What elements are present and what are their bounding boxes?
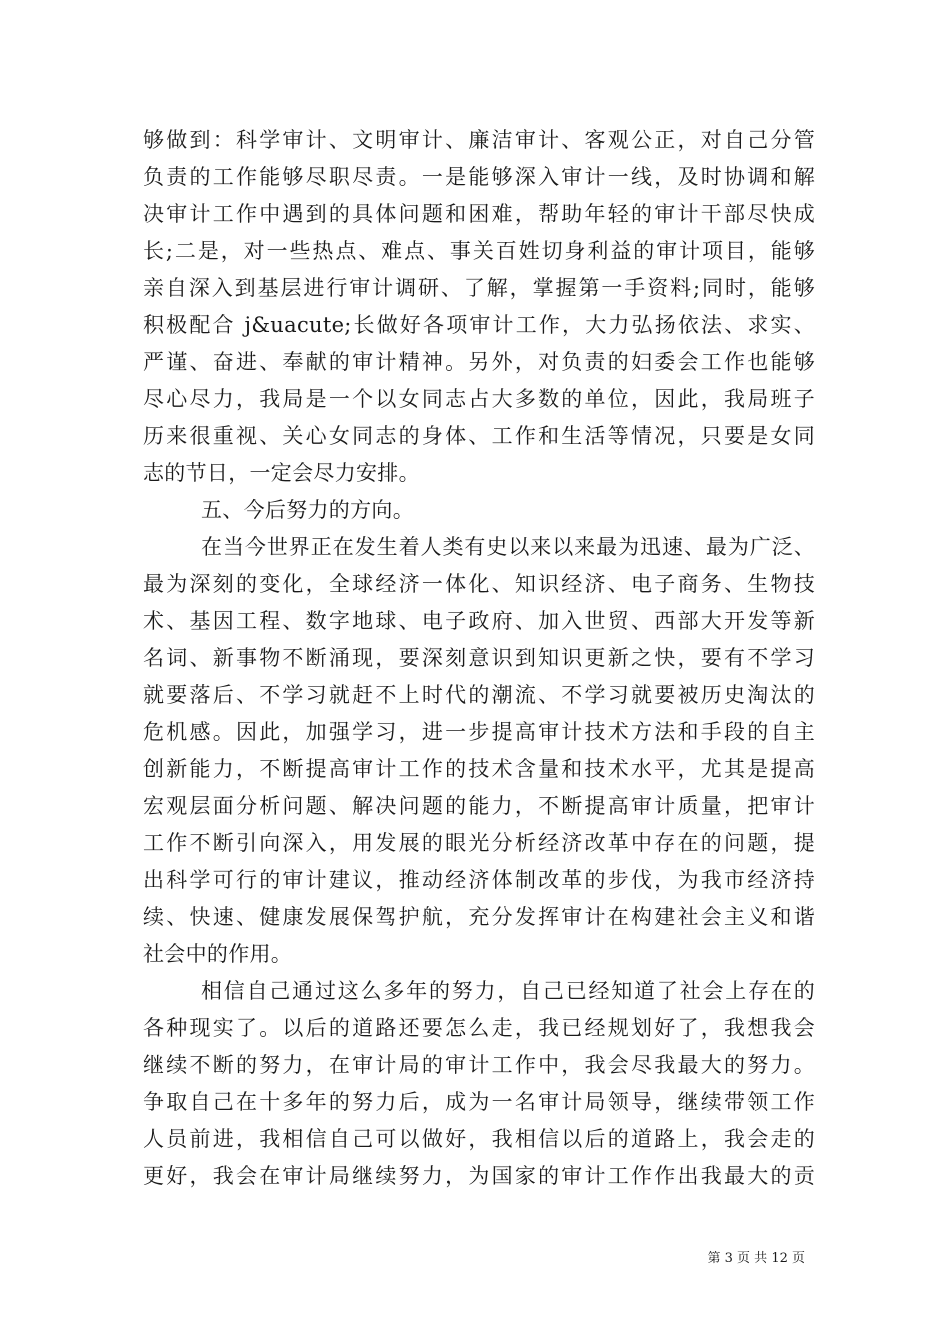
document-body (143, 122, 815, 1195)
text-line: 长;二是，对一些热点、难点、事关百姓切身利益的审计项目，能够 (143, 239, 815, 263)
section-heading: 五、今后努力的方向。 (201, 498, 414, 522)
text-line: 宏观层面分析问题、解决问题的能力，不断提高审计质量，把审计 (143, 794, 815, 818)
text-line: 决审计工作中遇到的具体问题和困难，帮助年轻的审计干部尽快成 (143, 202, 815, 226)
text-line: 严谨、奋进、奉献的审计精神。另外，对负责的妇委会工作也能够 (143, 350, 815, 374)
text-line: 出科学可行的审计建议，推动经济体制改革的步伐，为我市经济持 (143, 868, 815, 892)
text-line: 积极配合 j&uacute;长做好各项审计工作，大力弘扬依法、求实、 (143, 313, 815, 337)
text-line: 历来很重视、关心女同志的身体、工作和生活等情况，只要是女同 (143, 424, 815, 448)
text-line: 人员前进，我相信自己可以做好，我相信以后的道路上，我会走的 (143, 1127, 815, 1151)
text-line: 够做到：科学审计、文明审计、廉洁审计、客观公正，对自己分管 (143, 128, 815, 152)
text-line: 创新能力，不断提高审计工作的技术含量和技术水平，尤其是提高 (143, 757, 815, 781)
text-line: 就要落后、不学习就赶不上时代的潮流、不学习就要被历史淘汰的 (143, 683, 815, 707)
text-line: 续、快速、健康发展保驾护航，充分发挥审计在构建社会主义和谐 (143, 905, 815, 929)
text-line: 在当今世界正在发生着人类有史以来以来最为迅速、最为广泛、 (201, 535, 815, 559)
text-line: 工作不断引向深入，用发展的眼光分析经济改革中存在的问题，提 (143, 831, 815, 855)
text-line: 争取自己在十多年的努力后，成为一名审计局领导，继续带领工作 (143, 1090, 815, 1114)
text-line: 危机感。因此，加强学习，进一步提高审计技术方法和手段的自主 (143, 720, 815, 744)
text-line: 社会中的作用。 (143, 942, 293, 966)
text-line: 名词、新事物不断涌现，要深刻意识到知识更新之快，要有不学习 (143, 646, 815, 670)
text-line: 相信自己通过这么多年的努力，自己已经知道了社会上存在的 (201, 979, 815, 1003)
text-line: 继续不断的努力，在审计局的审计工作中，我会尽我最大的努力。 (143, 1053, 815, 1077)
text-line: 负责的工作能够尽职尽责。一是能够深入审计一线，及时协调和解 (143, 165, 815, 189)
text-line: 亲自深入到基层进行审计调研、了解，掌握第一手资料;同时，能够 (143, 276, 815, 300)
page-number-footer: 第 3 页 共 12 页 (707, 1251, 805, 1266)
text-line: 各种现实了。以后的道路还要怎么走，我已经规划好了，我想我会 (143, 1016, 815, 1040)
text-line: 最为深刻的变化，全球经济一体化、知识经济、电子商务、生物技 (143, 572, 815, 596)
text-line: 更好，我会在审计局继续努力，为国家的审计工作作出我最大的贡 (143, 1164, 815, 1188)
text-line: 志的节日，一定会尽力安排。 (143, 461, 420, 485)
text-line: 术、基因工程、数字地球、电子政府、加入世贸、西部大开发等新 (143, 609, 815, 633)
text-line: 尽心尽力，我局是一个以女同志占大多数的单位，因此，我局班子 (143, 387, 815, 411)
